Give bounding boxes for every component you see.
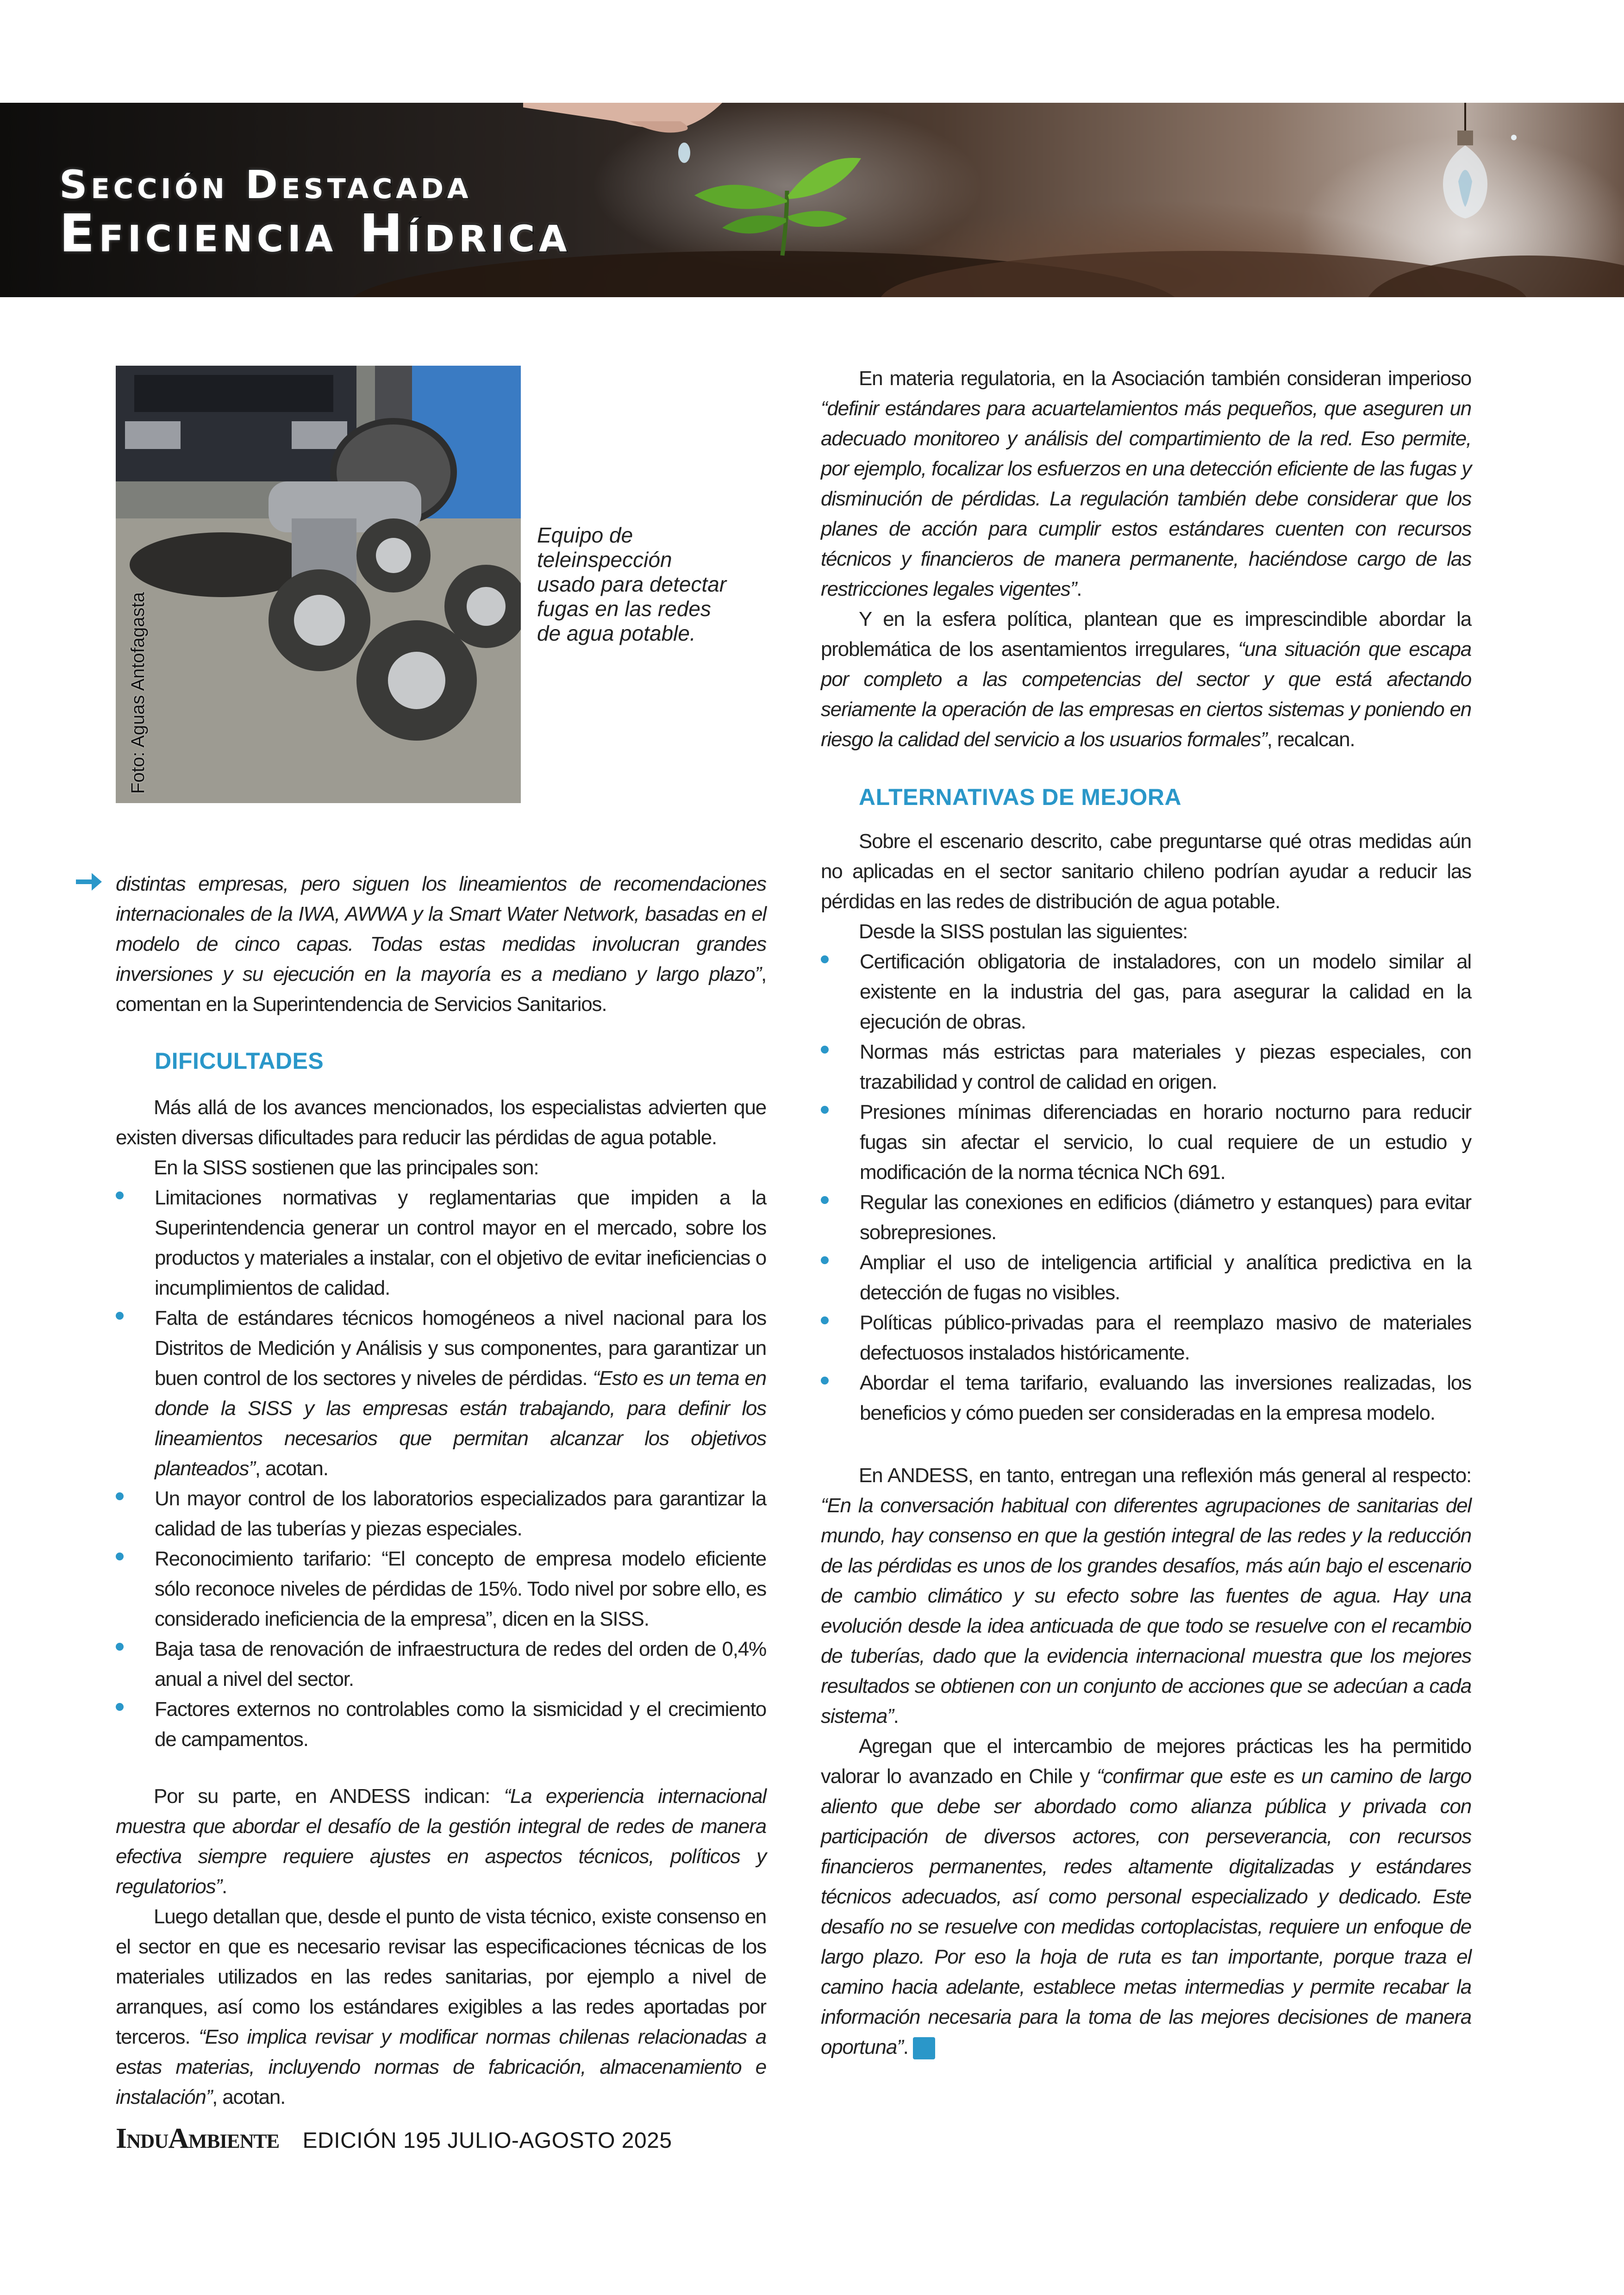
text-segment: Luego detallan que, desde el punto de vista técnico, existe consenso en el sector en que es necesario revisar las especificaciones técnicas de los materiales utilizados en las redes sanitarias, por ejemplo a nivel de arranques, así como los estándares exigibles a las redes aportadas por terceros. xyxy=(116,1905,766,2048)
text-segment: , comentan en la Superintendencia de Servicios Sanitarios. xyxy=(116,963,766,1016)
end-of-article-badge: IA xyxy=(913,2037,935,2059)
text-segment: Factores externos no controlables como la sismicidad y el crecimiento de campamentos. xyxy=(155,1698,766,1751)
list-item xyxy=(821,1368,1471,1428)
text-segment: Baja tasa de renovación de infraestructura de redes del orden de 0,4% anual a nivel del sector. xyxy=(155,1638,766,1690)
text-segment: “confirmar que este es un camino de largo aliento que debe ser abordado como alianza pública y privada con participación de diversos actores, con perseverancia, con recursos financieros permanentes, redes altamente digitalizadas y estándares técnicos adecuados, así como personal especializado y dedicado. Este desafío no se resuelve con medidas cortoplacistas, requiere un enfoque de largo plazo. Por eso la hoja de ruta es tan importante, porque traza el camino hacia adelante, establece metas intermedias y permite recabar la información necesaria para la toma de las mejores decisiones de manera oportuna” xyxy=(821,1765,1471,2058)
text-segment: En materia regulatoria, en la Asociación también consideran imperioso xyxy=(859,367,1471,390)
left-column xyxy=(116,869,766,2112)
list-item xyxy=(116,1484,766,1544)
banner-section-title: Eficiencia Hídrica xyxy=(59,204,571,264)
teleinspection-robot-image xyxy=(116,366,521,803)
bullet-dot-icon xyxy=(821,1046,829,1054)
bullet-dot-icon xyxy=(821,1377,829,1384)
edition-info: EDICIÓN 195 JULIO-AGOSTO 2025 xyxy=(302,2128,672,2153)
bullet-dot-icon xyxy=(821,1256,829,1264)
bullet-dot-icon xyxy=(821,955,829,963)
text-segment: En ANDESS, en tanto, entregan una reflexión más general al respecto: xyxy=(859,1464,1471,1487)
text-segment: “La experiencia internacional muestra que abordar el desafío de la gestión integral de redes de manera efectiva siempre requiere ajustes en aspectos técnicos, políticos y regulatorios” xyxy=(116,1785,766,1898)
section-heading-dificultades: DIFICULTADES xyxy=(155,1048,324,1074)
bullet-dot-icon xyxy=(821,1196,829,1204)
paragraph xyxy=(821,1460,1471,1731)
text-segment: “Esto es un tema en donde la SISS y las empresas están trabajando, para definir los lineamientos necesarios que permitan alcanzar los objetivos planteados” xyxy=(155,1367,766,1480)
text-segment: “una situación que escapa por completo a las competencias del sector y que está afectando seriamente la operación de las empresas en ciertos sistemas y poniendo en riesgo la calidad del servicio a los usuarios formales” xyxy=(821,638,1471,751)
list-item xyxy=(116,1303,766,1484)
list-item xyxy=(821,1097,1471,1187)
bullet-dot-icon xyxy=(821,1106,829,1114)
list-item xyxy=(821,947,1471,1037)
section-banner xyxy=(0,103,1624,297)
teleinspection-photo xyxy=(116,366,521,803)
list-item-text: Abordar el tema tarifario, evaluando las inversiones realizadas, los beneficios y cómo pueden ser consideradas en la empresa modelo. xyxy=(860,1372,1471,1424)
text-segment: . xyxy=(903,2036,908,2058)
text-segment: “definir estándares para acuartelamientos más pequeños, que aseguren un adecuado monitoreo y análisis del compartimiento de la red. Eso permite, por ejemplo, focalizar los esfuerzos en una detección eficiente de las fugas y disminución de pérdidas. La regulación también debe considerar que los planes de acción para cumplir estos estándares cuenten con recursos técnicos y financieros de manera permanente, haciéndose cargo de las restricciones legales vigentes” xyxy=(821,397,1471,600)
text-segment: Y en la esfera política, plantean que es imprescindible abordar la problemática de los asentamientos irregulares, xyxy=(821,608,1471,661)
list-item xyxy=(821,1037,1471,1097)
section-heading-alternativas: ALTERNATIVAS DE MEJORA xyxy=(859,784,1182,810)
page-footer xyxy=(116,2122,672,2155)
right-column xyxy=(821,363,1471,2062)
list-item xyxy=(116,1544,766,1634)
text-segment: . xyxy=(893,1705,899,1727)
difficulties-list xyxy=(116,1183,766,1754)
list-item-text: Certificación obligatoria de instaladores, con un modelo similar al existente en la industria del gas, para asegurar la calidad en la ejecución de obras. xyxy=(860,950,1471,1033)
text-segment: , acotan. xyxy=(212,2086,286,2108)
bullet-dot-icon xyxy=(116,1643,124,1651)
text-segment: Agregan que el intercambio de mejores prácticas les ha permitido valorar lo avanzado en Chile y xyxy=(821,1735,1471,1788)
list-item-text: Políticas público-privadas para el reemplazo masivo de materiales defectuosos instalados históricamente. xyxy=(860,1311,1471,1364)
paragraph: Desde la SISS postulan las siguientes: xyxy=(859,920,1188,943)
bullet-dot-icon xyxy=(116,1553,124,1560)
text-segment: Por su parte, en ANDESS indican: xyxy=(154,1785,504,1808)
banner-section-label: Sección Destacada xyxy=(59,162,472,207)
text-segment: Reconocimiento tarifario: “El concepto de empresa modelo eficiente sólo reconoce niveles de pérdidas de 15%. Todo nivel por sobre ello, es considerado ineficiencia de la empresa”, dicen en la SISS. xyxy=(155,1547,766,1630)
continuation-paragraph xyxy=(116,869,766,1019)
list-item-text: Normas más estrictas para materiales y piezas especiales, con trazabilidad y control de calidad en origen. xyxy=(860,1041,1471,1093)
list-item xyxy=(821,1187,1471,1247)
paragraph xyxy=(821,363,1471,604)
list-item xyxy=(821,1308,1471,1368)
list-item xyxy=(821,1247,1471,1308)
text-segment: Limitaciones normativas y reglamentarias que impiden a la Superintendencia generar un control mayor en el mercado, sobre los productos y materiales a instalar, con el objetivo de evitar ineficiencias o incumplimientos de calidad. xyxy=(155,1186,766,1299)
text-segment: , acotan. xyxy=(255,1457,328,1480)
photo-caption: Equipo de teleinspección usado para detectar fugas en las redes de agua potable. xyxy=(537,523,727,645)
text-segment: . xyxy=(1076,578,1082,600)
text-segment: , recalcan. xyxy=(1267,728,1355,751)
list-item-text: Presiones mínimas diferenciadas en horario nocturno para reducir fugas sin afectar el servicio, lo cual requiere de un estudio y modificación de la norma técnica NCh 691. xyxy=(860,1101,1471,1184)
bullet-dot-icon xyxy=(821,1316,829,1324)
text-segment: Falta de estándares técnicos homogéneos a nivel nacional para los Distritos de Medición y Análisis y sus componentes, para garantizar un buen control de los sectores y niveles de pérdidas. xyxy=(155,1307,766,1390)
text-segment: distintas empresas, pero siguen los lineamientos de recomendaciones internacionales de la IWA, AWWA y la Smart Water Network, basadas en el modelo de cinco capas. Todas estas medidas involucran grandes inversiones y su ejecución en la mayoría es a mediano y largo plazo” xyxy=(116,873,766,985)
list-item xyxy=(116,1694,766,1754)
paragraph: Sobre el escenario descrito, cabe preguntarse qué otras medidas aún no aplicadas en el sector sanitario chileno podrían ayudar a reducir las pérdidas en las redes de distribución de agua potable. xyxy=(821,830,1471,913)
improvement-list xyxy=(821,947,1471,1428)
text-segment: “Eso implica revisar y modificar normas chilenas relacionadas a estas materias, incluyendo normas de fabricación, almacenamiento e instalación” xyxy=(116,2026,766,2108)
bullet-dot-icon xyxy=(116,1703,124,1711)
text-segment: “En la conversación habitual con diferentes agrupaciones de sanitarias del mundo, hay consenso en que la gestión integral de las redes y la reducción de las pérdidas es unos de los grandes desafíos, más aún bajo el escenario de cambio climático y su efecto sobre las fuentes de agua. Hay una evolución desde la idea anticuada de que todo se resuelve con el recambio de tuberías, dado que la evidencia internacional muestra que los mejores resultados se obtienen con un conjunto de acciones que se adecúan a cada sistema” xyxy=(821,1494,1471,1727)
arrow-right-icon xyxy=(74,870,103,893)
text-segment: Un mayor control de los laboratorios especializados para garantizar la calidad de las tuberías y piezas especiales. xyxy=(155,1487,766,1540)
bullet-dot-icon xyxy=(116,1191,124,1199)
list-item-text: Ampliar el uso de inteligencia artificial y analítica predictiva en la detección de fugas no visibles. xyxy=(860,1251,1471,1304)
photo-credit: Foto: Aguas Antofagasta xyxy=(128,592,148,794)
bullet-dot-icon xyxy=(116,1312,124,1320)
list-item xyxy=(116,1634,766,1694)
paragraph xyxy=(821,1731,1471,2062)
paragraph xyxy=(116,1781,766,1902)
magazine-logo: InduAmbiente xyxy=(116,2123,280,2154)
paragraph xyxy=(116,1902,766,2112)
bullet-dot-icon xyxy=(116,1492,124,1500)
list-item-text: Regular las conexiones en edificios (diámetro y estanques) para evitar sobrepresiones. xyxy=(860,1191,1471,1244)
paragraph: En la SISS sostienen que las principales son: xyxy=(154,1156,539,1179)
text-segment: . xyxy=(221,1875,227,1898)
paragraph: Más allá de los avances mencionados, los especialistas advierten que existen diversas dificultades para reducir las pérdidas de agua potable. xyxy=(116,1096,766,1149)
paragraph xyxy=(821,604,1471,755)
list-item xyxy=(116,1183,766,1303)
